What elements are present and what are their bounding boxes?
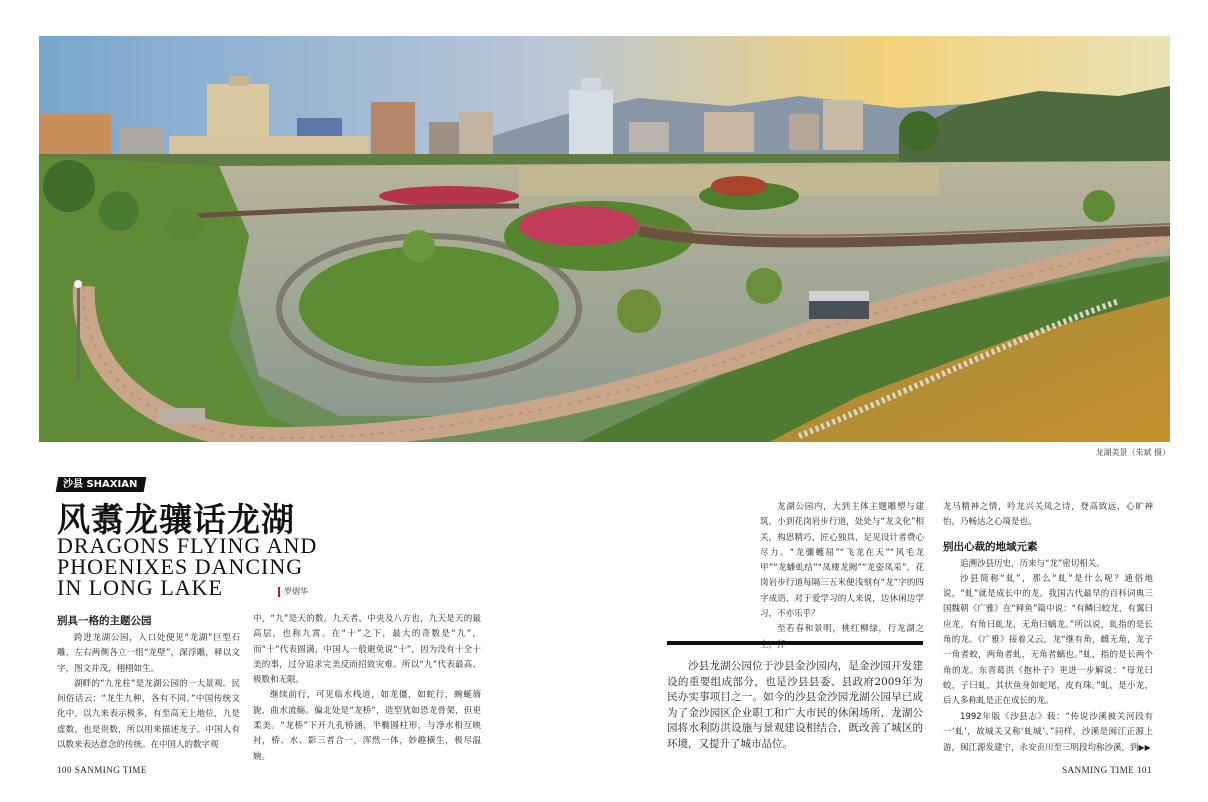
paragraph — [943, 710, 1153, 757]
paragraph-text: 1992年版《沙县志》载：“传说沙溪被关河段有一‘虬’，故城关又称‘虬城’。”同样，沙溪是闽江正源上游，闽江源发建宁，永安贡川至三明段均称沙溪，到 — [943, 711, 1153, 754]
article-title-chinese: 风翥龙骧话龙湖 — [57, 500, 295, 539]
title-en-line-3: IN LONG LAKE — [57, 575, 223, 600]
section-tag — [56, 477, 147, 492]
paragraph: 沙县简称“虬”，那么“虬”是什么呢？通俗地说，“虬”就是成长中的龙。我国古代最早的百科词典三国魏朝《广雅》在“释鱼”篇中说：“有鳞曰蛟龙，有翼曰应龙，有角曰虬龙，无角曰螭龙。”所以说，虬指的是长角的龙。《广雅》接着又云，龙“继有角，雌无角，龙子一角者蛟，两角者虬，无角者螭也。”虬，指的是长两个角的龙。东晋葛洪《抱朴子》更进一步解说：“母龙曰蛟，子曰虬，其状鱼身如蛇尾，皮有珠。”虬，是小龙，后人多称虬是正在成长的龙。 — [943, 573, 1153, 707]
paragraph: 至若春和景明，桃红柳绿，行龙湖之 — [777, 624, 924, 635]
section-tag-label: 沙县 SHAXIAN — [63, 479, 138, 490]
continue-arrow-icon: ▶▶ — [1138, 743, 1151, 753]
paragraph: 继续前行，可见临水栈道，如龙僵，如蛇行，蜿蜒旖旎，曲水流觞。偏北处是“龙桥”，造型犹如恐龙骨架，但更柔美。“龙桥”下开九孔桥涵，半椭圆柱形，与净水相互映衬，桥、水、影三者合一，浑然一体，妙趣横生，极尽温婉。 — [253, 690, 481, 762]
page-folio-left: 100 SANMING TIME — [57, 765, 147, 775]
page-folio-right: SANMING TIME 101 — [1062, 765, 1152, 775]
panorama-photo — [39, 36, 1170, 442]
paragraph: 龙马精神之情，吟龙兴关凤之诗，登高致远，心旷神怡，乃畅达之心境是也。 — [943, 502, 1153, 528]
intro-rule — [667, 641, 923, 645]
title-en-line-2: PHOENIXES DANCING — [57, 554, 304, 579]
paragraph: 龙湖公园内，大到主体主题雕塑与建筑，小到花岗岩步行道，处处与“龙文化”相关，构思精巧，匠心独具，足见设计者费心尽力。“龙骧蠖屈”“飞龙在天”“风毛龙甲”“龙蟠虬结”“凤楼龙阙”“龙姿凤采”，花岗岩步行道每隔三五米便浅刻有“龙”字的四字成语，对于爱学习的人来说，边休闲边学习，不亦乐乎？ — [760, 502, 924, 620]
paragraph: 追溯沙县历史，历来与“龙”密切相关。 — [960, 558, 1105, 569]
subheading-regional-elements: 别出心裁的地域元素 — [943, 540, 1038, 553]
paragraph: 跨进龙湖公园，入口处便见“龙湖”巨型石雕，左右两侧各立一组“龙壁”，深浮雕，释以文字，图文并茂，栩栩如生。 — [57, 633, 240, 674]
lake-scene-illustration — [39, 36, 1170, 442]
body-column-3 — [760, 500, 924, 653]
intro-paragraph: 沙县龙湖公园位于沙县金沙园内，是金沙园开发建设的重要组成部分，也是沙县县委、县政府2009年为民办实事项目之一。如今的沙县金沙园龙湖公园早已成为了金沙园区企业职工和广大市民的休闲场所，龙湖公园将水利防洪设施与景观建设相结合，既改善了城区的环境，又提升了城市品位。 — [667, 660, 923, 750]
body-column-1 — [57, 614, 240, 753]
paragraph: 中，“九”是天的数。九天者，中央及八方也，九天是天的最高层，也称九霄。在“十”之下，最大的奇数是“九”，而“十”代表圆满，中国人一般避免说“十”，因为没有十全十美的事，过分追求完美反而招致灾难。所以“九”代表最高、极数和无限。 — [253, 614, 481, 686]
author-byline: 罗熠华 — [278, 587, 308, 597]
subheading-theme-park: 别具一格的主题公园 — [57, 615, 152, 627]
article-title-english — [57, 535, 357, 598]
photo-credit: 龙湖美景（朱斌 摄） — [1095, 448, 1170, 457]
body-column-4 — [943, 500, 1153, 756]
body-column-2 — [253, 612, 481, 765]
paragraph: 湖畔的“九龙柱”是龙湖公园的一大景观。民间俗话云：“龙生九种，各有不同。”中国传统文化中，以九来表示极多，有至高无上地位，九是虚数，也是贵数，所以用来描述龙子。中国人有以数来表达意念的传统。在中国人的数字观 — [57, 678, 240, 751]
title-en-line-1: DRAGONS FLYING AND — [57, 533, 318, 558]
